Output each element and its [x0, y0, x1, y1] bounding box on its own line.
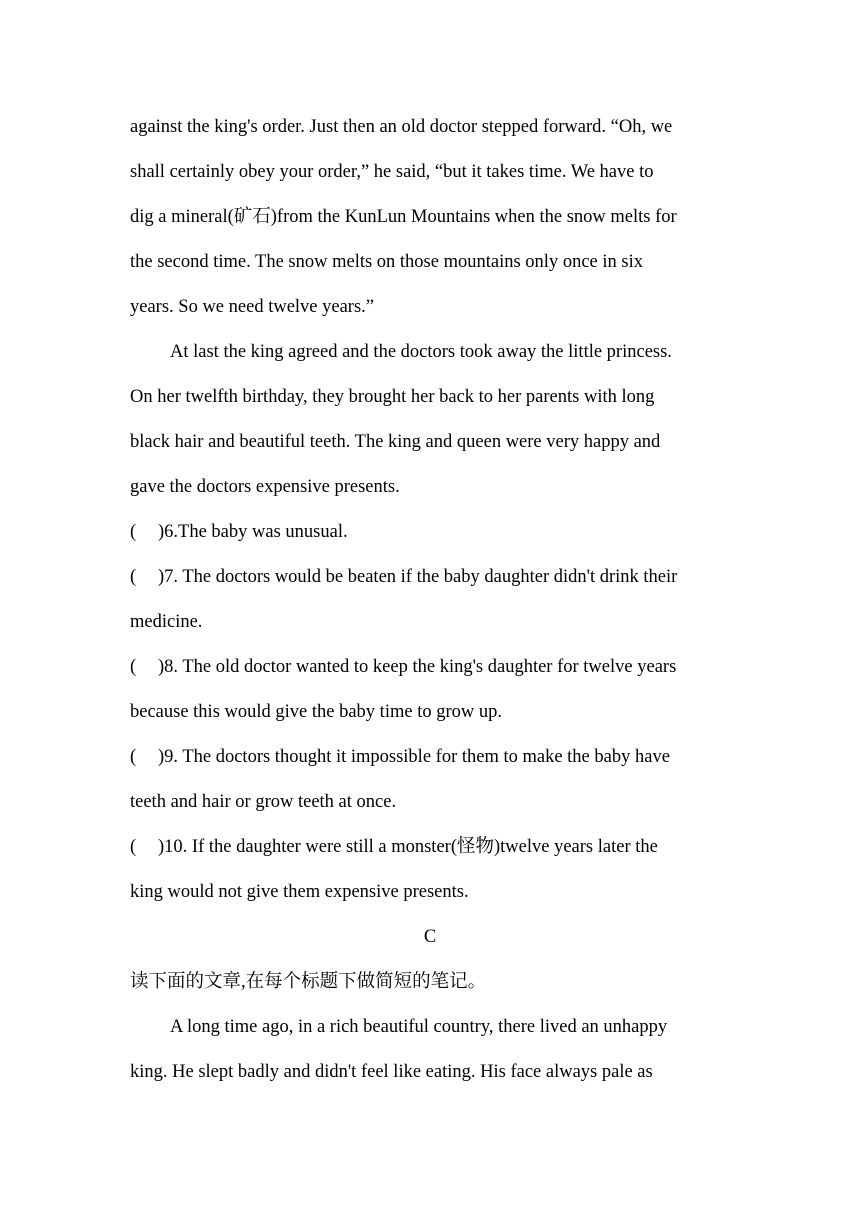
question-text: medicine.	[130, 612, 203, 632]
text-line: years. So we need twelve years.”	[130, 297, 374, 317]
answer-blank[interactable]: (	[130, 657, 137, 677]
text-line: black hair and beautiful teeth. The king and queen were very happy and	[130, 432, 661, 452]
question-text: )9. The doctors thought it impossible for them to make the baby have	[158, 747, 670, 767]
answer-blank[interactable]: (	[130, 567, 137, 587]
question-6	[130, 510, 730, 555]
question-text: because this would give the baby time to grow up.	[130, 702, 502, 722]
passage-b-paragraph-2	[130, 330, 730, 510]
question-list	[130, 510, 730, 915]
question-text: )6.The baby was unusual.	[158, 522, 348, 542]
answer-blank[interactable]: (	[130, 522, 137, 542]
question-8	[130, 645, 730, 735]
question-9	[130, 735, 730, 825]
text-line: gave the doctors expensive presents.	[130, 477, 400, 497]
question-text: )10. If the daughter were still a monster(怪物)twelve years later the	[158, 837, 658, 857]
section-heading: C	[423, 927, 437, 947]
document-page	[130, 105, 730, 1095]
question-text: teeth and hair or grow teeth at once.	[130, 792, 397, 812]
text-line: the second time. The snow melts on those mountains only once in six	[130, 252, 643, 272]
text-line: against the king's order. Just then an old doctor stepped forward. “Oh, we	[130, 117, 673, 137]
question-text: )7. The doctors would be beaten if the baby daughter didn't drink their	[158, 567, 678, 587]
answer-blank[interactable]: (	[130, 747, 137, 767]
section-instruction: 读下面的文章,在每个标题下做简短的笔记。	[130, 972, 487, 992]
text-line: king. He slept badly and didn't feel like eating. His face always pale as	[130, 1062, 653, 1082]
passage-b-paragraph-1	[130, 105, 730, 330]
text-line: A long time ago, in a rich beautiful country, there lived an unhappy	[170, 1017, 668, 1037]
passage-c-paragraph-1	[130, 1005, 730, 1095]
question-7	[130, 555, 730, 645]
question-text: king would not give them expensive presents.	[130, 882, 469, 902]
text-line: dig a mineral(矿石)from the KunLun Mountains when the snow melts for	[130, 207, 677, 227]
text-line: On her twelfth birthday, they brought her back to her parents with long	[130, 387, 655, 407]
text-line: shall certainly obey your order,” he said, “but it takes time. We have to	[130, 162, 654, 182]
question-text: )8. The old doctor wanted to keep the king's daughter for twelve years	[158, 657, 677, 677]
question-10	[130, 825, 730, 915]
text-line: At last the king agreed and the doctors took away the little princess.	[170, 342, 672, 362]
answer-blank[interactable]: (	[130, 837, 137, 857]
